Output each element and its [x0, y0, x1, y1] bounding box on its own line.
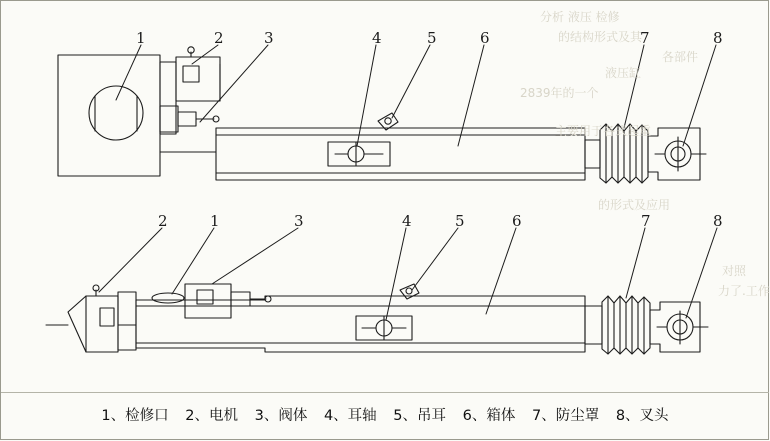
- callout-number-side-5: 5: [455, 212, 465, 230]
- legend-item: 1、检修口: [101, 408, 169, 424]
- callout-number-side-8: 8: [713, 212, 723, 230]
- callout-number-side-4: 4: [402, 212, 412, 230]
- callout-number-top-1: 1: [136, 29, 146, 47]
- callout-number-side-3: 3: [294, 212, 304, 230]
- side-view-drawing: [46, 284, 708, 354]
- ghost-text: 分析 液压 检修: [540, 10, 620, 24]
- callout-number-side-7: 7: [641, 212, 651, 230]
- ghost-text: 2839年的一个: [520, 86, 599, 100]
- legend-item: 2、电机: [185, 408, 238, 424]
- callout-number-top-4: 4: [372, 29, 382, 47]
- legend-divider: [1, 392, 769, 393]
- top-view-drawing: [58, 47, 706, 183]
- ghost-text: 力了.工作: [718, 284, 770, 298]
- top-view-leaders: [116, 45, 716, 146]
- callout-number-top-2: 2: [214, 29, 224, 47]
- legend-item: 5、吊耳: [393, 408, 447, 424]
- ghost-text: 主要用于各式起重: [555, 124, 652, 138]
- callout-number-top-5: 5: [427, 29, 437, 47]
- legend-item: 8、叉头: [615, 408, 669, 424]
- callout-number-side-1: 1: [210, 212, 220, 230]
- ghost-text: 对照: [722, 264, 747, 278]
- callout-number-top-6: 6: [480, 29, 490, 47]
- ghost-text: 各部件: [662, 50, 699, 64]
- callout-number-top-8: 8: [713, 29, 723, 47]
- legend-item: 4、耳轴: [323, 408, 377, 424]
- callout-number-top-7: 7: [640, 29, 650, 47]
- callout-number-side-6: 6: [512, 212, 522, 230]
- legend: [0, 404, 770, 425]
- callout-number-top-3: 3: [264, 29, 274, 47]
- legend-item: 3、阀体: [254, 408, 308, 424]
- ghost-text: 的结构形式及其: [558, 30, 643, 44]
- callout-number-side-2: 2: [158, 212, 168, 230]
- legend-item: 6、箱体: [462, 408, 516, 424]
- legend-item: 7、防尘罩: [531, 408, 600, 424]
- ghost-text: 液压缸: [605, 66, 642, 80]
- ghost-text: 的形式及应用: [598, 198, 671, 212]
